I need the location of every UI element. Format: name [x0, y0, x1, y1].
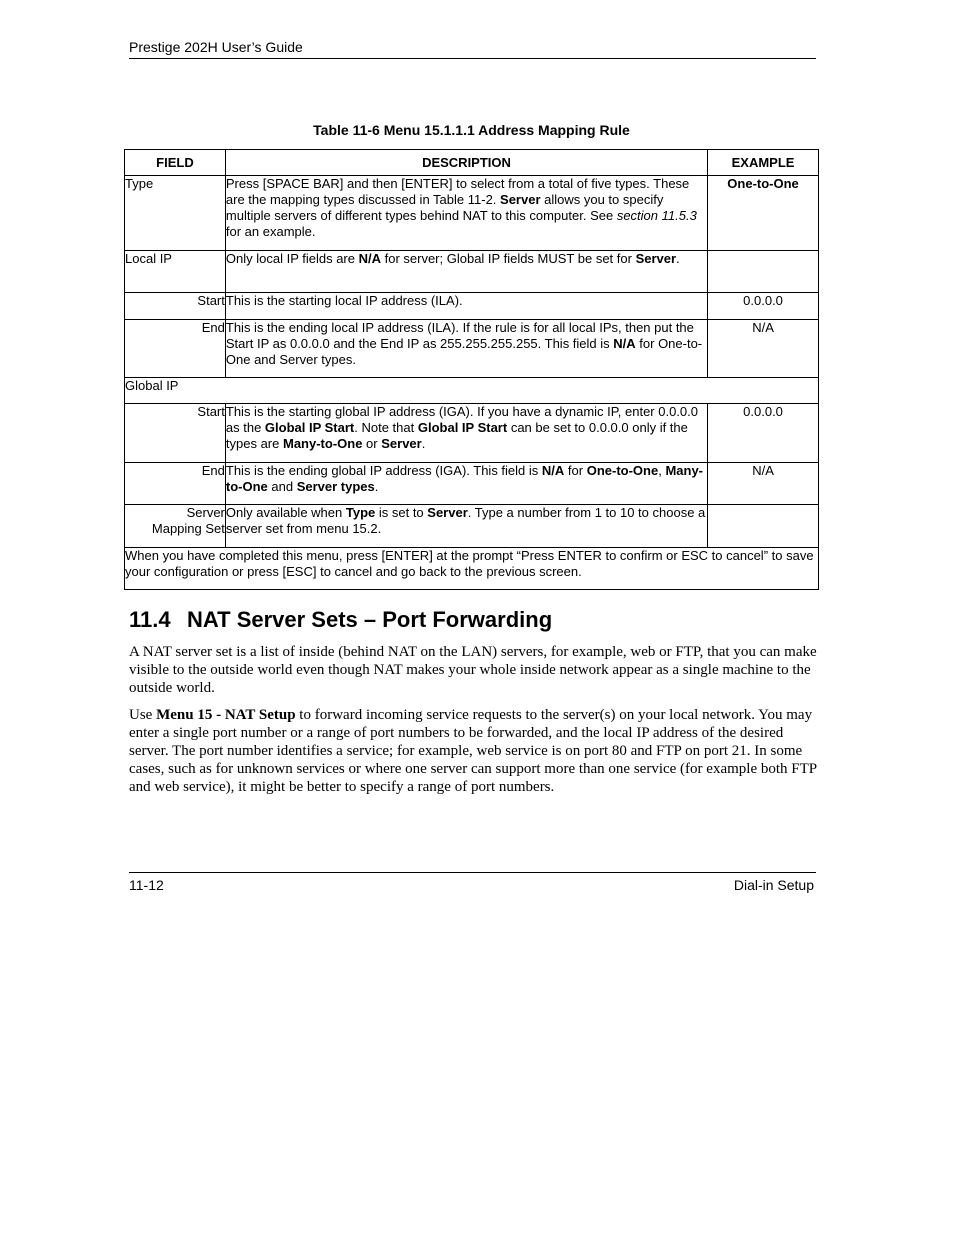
field-local-end: End	[125, 320, 226, 378]
table-row	[125, 251, 819, 293]
field-server-mapping-set: Server Mapping Set	[125, 505, 226, 548]
section-heading	[129, 607, 552, 633]
field-global-ip: Global IP	[125, 378, 819, 404]
field-global-start: Start	[125, 404, 226, 463]
description-local-start: This is the starting local IP address (ILA).	[225, 293, 707, 320]
table-row	[125, 463, 819, 505]
example-server-mapping-set	[708, 505, 819, 548]
guide-title: Prestige 202H User’s Guide	[129, 39, 303, 55]
field-global-end: End	[125, 463, 226, 505]
description-global-end: This is the ending global IP address (IGA). This field is N/A for One-to-One, Many-to-One and Server types.	[225, 463, 707, 505]
paragraph-usage: Use Menu 15 - NAT Setup to forward incoming service requests to the server(s) on your local network. You may enter a single port number or a range of port numbers to be forwarded, and the local IP address of the desired server. The port number identifies a service; for example, web service is on port 80 and FTP on port 21. In some cases, such as for unknown services or where one server can support more than one service (for example both FTP and web service), it might be better to specify a range of port numbers.	[129, 707, 817, 795]
page-footer	[129, 872, 816, 893]
column-header-example: EXAMPLE	[708, 150, 819, 176]
page-header	[129, 37, 816, 59]
chapter-name: Dial-in Setup	[733, 877, 814, 893]
description-local-ip: Only local IP fields are N/A for server; Global IP fields MUST be set for Server.	[225, 251, 707, 293]
table-row	[125, 378, 819, 404]
description-server-mapping-set: Only available when Type is set to Server. Type a number from 1 to 10 to choose a server set from menu 15.2.	[225, 505, 707, 548]
page-number: 11-12	[129, 877, 164, 893]
description-global-start: This is the starting global IP address (IGA). If you have a dynamic IP, enter 0.0.0.0 as the Global IP Start. Note that Global IP Start can be set to 0.0.0.0 only if the types are Many-to-One or Server.	[225, 404, 707, 463]
section-title: NAT Server Sets – Port Forwarding	[187, 607, 553, 632]
table-header-row	[125, 150, 819, 176]
field-type: Type	[125, 176, 226, 251]
description-local-end: This is the ending local IP address (ILA). If the rule is for all local IPs, then put the Start IP as 0.0.0.0 and the End IP as 255.255.255.255. This field is N/A for One-to-One and Server types.	[225, 320, 707, 378]
description-type: Press [SPACE BAR] and then [ENTER] to select from a total of five types. These are the mapping types discussed in Table 11-2. Server allows you to specify multiple servers of different types behind NAT to this computer. See section 11.5.3 for an example.	[225, 176, 707, 251]
table-row	[125, 176, 819, 251]
example-local-ip	[708, 251, 819, 293]
example-type: One-to-One	[708, 176, 819, 251]
table-row	[125, 505, 819, 548]
table-row	[125, 293, 819, 320]
field-local-start: Start	[125, 293, 226, 320]
table-caption: Table 11-6 Menu 15.1.1.1 Address Mapping Rule	[313, 122, 630, 138]
table-row	[125, 548, 819, 590]
table-footer-note: When you have completed this menu, press [ENTER] at the prompt “Press ENTER to confirm or ESC to cancel” to save your configuration or press [ESC] to cancel and go back to the previous screen.	[125, 548, 819, 590]
example-global-end: N/A	[708, 463, 819, 505]
table-row	[125, 320, 819, 378]
example-global-start: 0.0.0.0	[708, 404, 819, 463]
address-mapping-table	[124, 149, 819, 590]
field-local-ip: Local IP	[125, 251, 226, 293]
column-header-field: FIELD	[125, 150, 226, 176]
table-row	[125, 404, 819, 463]
paragraph-intro: A NAT server set is a list of inside (behind NAT on the LAN) servers, for example, web or FTP, that you can make visible to the outside world even though NAT makes your whole inside network appear as a single machine to the outside world.	[129, 644, 817, 696]
section-number: 11.4	[129, 607, 171, 632]
example-local-start: 0.0.0.0	[708, 293, 819, 320]
example-local-end: N/A	[708, 320, 819, 378]
column-header-description: DESCRIPTION	[225, 150, 707, 176]
